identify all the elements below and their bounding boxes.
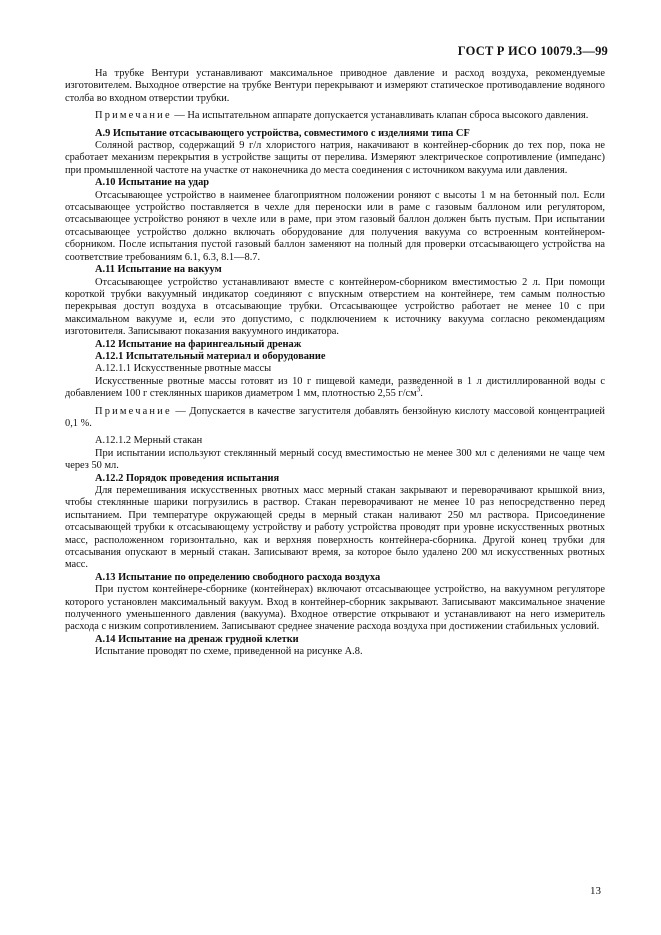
standard-header: ГОСТ Р ИСО 10079.3—99 — [457, 44, 608, 58]
note-text: — Допускается в качестве загустителя добавлять бензойную кислоту массовой концентрацией 0,1 %. — [65, 405, 605, 429]
section-a14-title: А.14 Испытание на дренаж грудной клетки — [95, 633, 299, 645]
section-a13-title: А.13 Испытание по определению свободного расхода воздуха — [95, 571, 381, 583]
section-a9-title: А.9 Испытание отсасывающего устройства, совместимого с изделиями типа CF — [95, 127, 470, 139]
section-a1212-text: При испытании используют стеклянный мерный сосуд вместимостью не менее 300 мл с делениями не чаще чем через 50 мл. — [65, 447, 605, 472]
section-a121-title: А.12.1 Испытательный материал и оборудование — [95, 350, 326, 362]
a1211-superscript: 3 — [416, 385, 421, 394]
note-label: Примечание — [95, 110, 172, 122]
note-1 — [65, 110, 605, 122]
section-a1211-text — [65, 376, 605, 401]
section-a14-text: Испытание проводят по схеме, приведенной на рисунке А.8. — [95, 646, 363, 658]
note-label: Примечание — [95, 405, 172, 417]
section-a11-title: А.11 Испытание на вакуум — [95, 264, 222, 276]
section-a122-text: Для перемешивания искусственных рвотных масс мерный стакан закрывают и переворачивают крышкой вниз, чтобы стеклянные шарики погрузились в раствор. Стакан переворачивают не менее 10 раз непосредственно перед испытанием. При температуре окружающей среды в мерный стакан наливают 250 мл раствора. Присоединение отсасывающей трубки к отсасывающему устройству и работу устройства проводят при уровне искусственных рвотных масс, расположенном горизонтально, как и верхняя поверхность контейнера-сборника. Другой конец трубки для отсасывания опускают в мерный стакан. Записывают время, за которое было удалено 200 мл искусственных рвотных масс. — [65, 485, 605, 571]
section-a12-title: А.12 Испытание на фарингеальный дренаж — [95, 338, 302, 350]
document-body — [65, 68, 605, 659]
section-a10-text: Отсасывающее устройство в наименее благоприятном положении роняют с высоты 1 м на бетонный пол. Если отсасывающее устройство поставляется в чехле для переноски или в раме с газовым баллоном или регулятором, отсасывающее устройство роняют в чехле или в раме, при этом газовый баллон должен быть пустым. При испытании отсасывающее устройство должно включать оборудование для получения вакуума со встроенным контейнером-сборником. После испытания пустой газовый баллон заменяют на полный для проверки отсасывающего устройства на соответствие требованиям 6.1, 6.3, 8.1—8.7. — [65, 189, 605, 263]
section-a13-text: При пустом контейнере-сборнике (контейнерах) включают отсасывающее устройство, на вакуумном регуляторе которого установлен максимальный вакуум. Вход в контейнер-сборник закрывают. Записывают максимальное значение полученного уменьшенного давления (вакуума). Входное отверстие открывают и устанавливают на него измеритель расхода с низким сопротивлением. Записывают среднее значение расхода воздуха при достижении стабильных условий. — [65, 584, 605, 633]
a1211-text-end: . — [420, 388, 423, 400]
section-a10-title: А.10 Испытание на удар — [95, 177, 210, 189]
page-number: 13 — [590, 885, 601, 897]
paragraph-venturi: На трубке Вентури устанавливают максимальное приводное давление и расход воздуха, рекомендуемые изготовителем. Выходное отверстие на трубке Вентури перекрывают и измеряют статическое противодавление водяного столба во входном отверстии трубки. — [65, 68, 605, 104]
note-2 — [65, 406, 605, 431]
section-a1211-title: А.12.1.1 Искусственные рвотные массы — [95, 363, 272, 375]
a1211-text-main: Искусственные рвотные массы готовят из 10 г пищевой камеди, разведенной в 1 л дистиллированной воды с добавлением 100 г стеклянных шариков диаметром 1 мм, плотностью 2,55 г/см — [65, 375, 605, 400]
section-a11-text: Отсасывающее устройство устанавливают вместе с контейнером-сборником вместимостью 2 л. При помощи короткой трубки вакуумный индикатор соединяют с впускным отверстием на контейнере, тем самым полностью перекрывая доступ воздуха в отсасывающие трубки. Отсасывающее устройство работает не менее 10 с при максимальном вакууме и, если это допустимо, с подключением к источнику вакуума согласно рекомендациям изготовителя. Записывают показания вакуумного индикатора. — [65, 276, 605, 338]
note-text: — На испытательном аппарате допускается устанавливать клапан сброса высокого давления. — [171, 110, 589, 122]
section-a9-text: Соляной раствор, содержащий 9 г/л хлористого натрия, накачивают в контейнер-сборник до тех пор, пока не сработает механизм перекрытия в устройстве защиты от перелива. Измеряют электрическое сопротивление (импеданс) при промышленной частоте на участке от наконечника до места соединения с источником вакуума или давления. — [65, 140, 605, 176]
section-a1212-title: А.12.1.2 Мерный стакан — [95, 435, 203, 447]
section-a122-title: А.12.2 Порядок проведения испытания — [95, 472, 280, 484]
